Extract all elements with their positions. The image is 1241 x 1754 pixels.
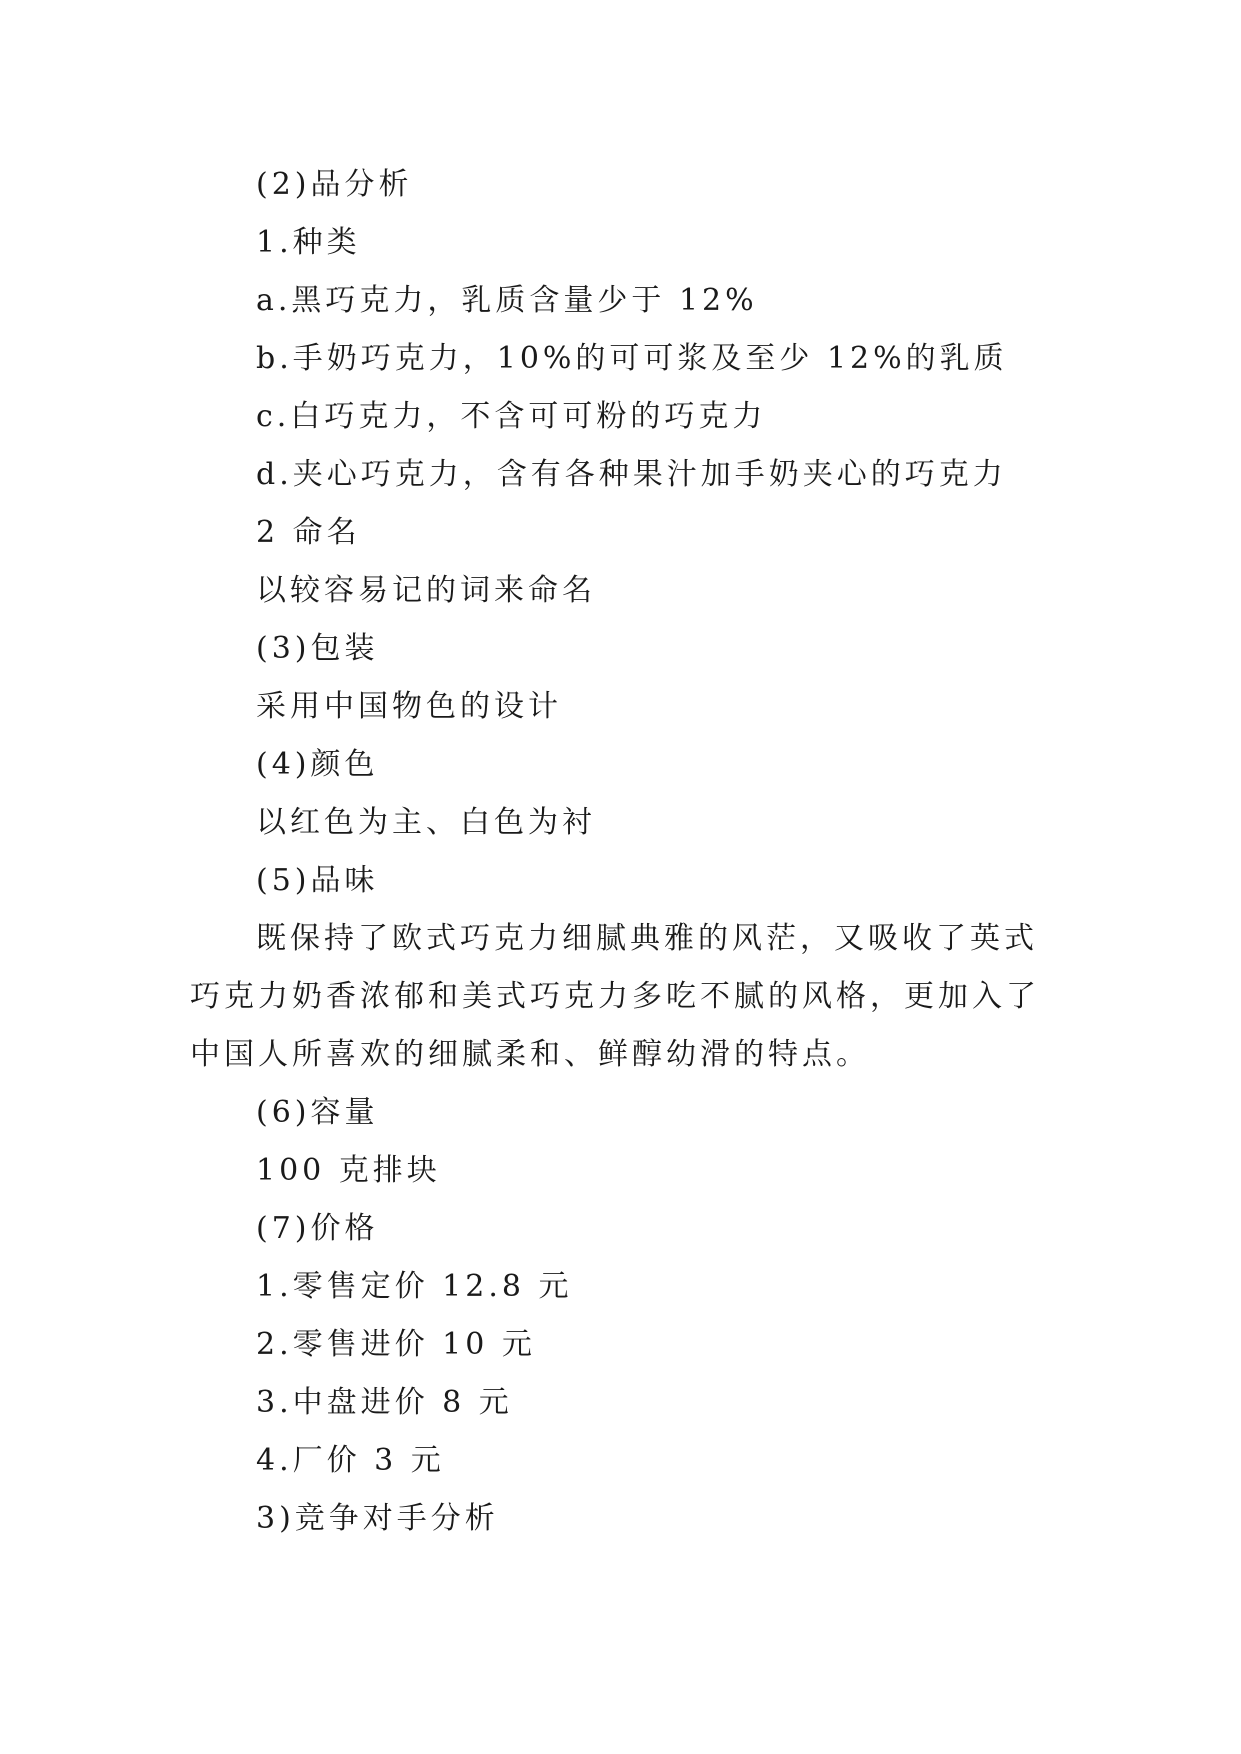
taste-paragraph: 既保持了欧式巧克力细腻典雅的风茫，又吸收了英式巧克力奶香浓郁和美式巧克力多吃不腻的风格，更加入了中国人所喜欢的细腻柔和、鲜醇幼滑的特点。 [190, 921, 1040, 1072]
packaging-text: 采用中国物色的设计 [256, 689, 562, 724]
list-item-milk-chocolate: b.手奶巧克力，10%的可可浆及至少 12%的乳质 [256, 341, 1008, 376]
list-item-filled-chocolate: d.夹心巧克力，含有各种果汁加手奶夹心的巧克力 [256, 457, 1007, 492]
document-body [190, 156, 1060, 1548]
heading-taste: (5)品味 [256, 863, 379, 898]
heading-packaging: (3)包装 [256, 631, 379, 666]
heading-product-analysis: (2)品分析 [256, 167, 413, 202]
list-item-dark-chocolate: a.黑巧克力，乳质含量少于 12% [256, 283, 758, 318]
heading-color: (4)颜色 [256, 747, 379, 782]
capacity-text: 100 克排块 [256, 1153, 441, 1188]
price-wholesale: 3.中盘进价 8 元 [256, 1385, 513, 1420]
price-retail-purchase: 2.零售进价 10 元 [256, 1327, 536, 1362]
heading-competitor-analysis: 3)竞争对手分析 [256, 1501, 499, 1536]
heading-capacity: (6)容量 [256, 1095, 379, 1130]
color-text: 以红色为主、白色为衬 [256, 805, 596, 840]
list-item-white-chocolate: c.白巧克力，不含可可粉的巧克力 [256, 399, 767, 434]
naming-text: 以较容易记的词来命名 [256, 573, 596, 608]
price-factory: 4.厂价 3 元 [256, 1443, 445, 1478]
heading-price: (7)价格 [256, 1211, 379, 1246]
price-retail: 1.零售定价 12.8 元 [256, 1269, 573, 1304]
subheading-naming: 2 命名 [256, 515, 361, 550]
subheading-types: 1.种类 [256, 225, 361, 260]
